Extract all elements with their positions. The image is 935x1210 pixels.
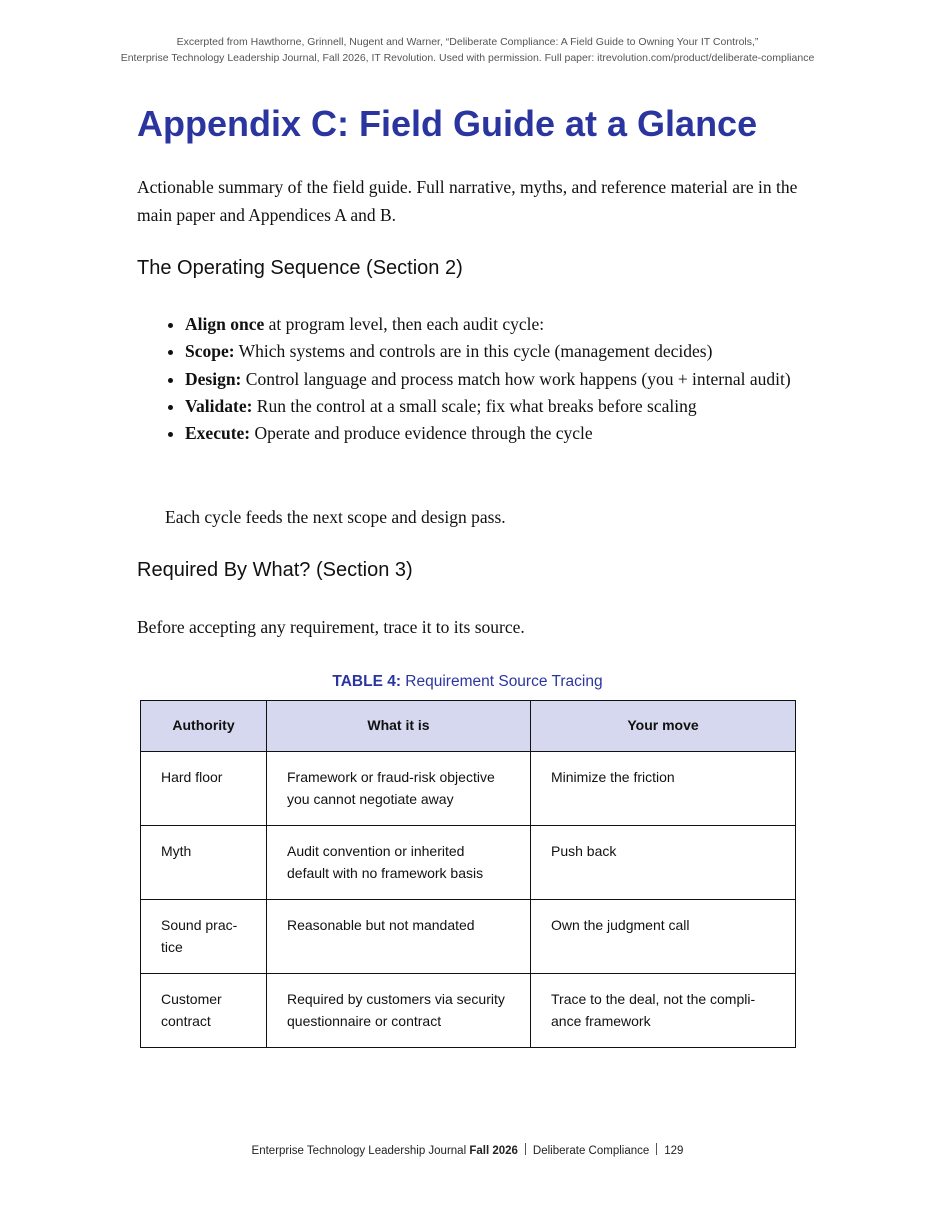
column-header-authority: Authority bbox=[141, 701, 267, 752]
authority-cell: Sound practice bbox=[141, 900, 267, 974]
table-caption bbox=[140, 671, 795, 693]
list-item bbox=[185, 311, 805, 338]
step-text: at program level, then each audit cycle: bbox=[264, 314, 545, 334]
step-text: Operate and produce evidence through the cycle bbox=[250, 423, 593, 444]
footer-paper: Deliberate Compliance bbox=[532, 1145, 650, 1157]
cycle-note: Each cycle feeds the next scope and design pass. bbox=[165, 507, 506, 527]
your-move-cell: Push back bbox=[531, 826, 796, 900]
page-number: 129 bbox=[664, 1145, 684, 1157]
footer-journal: Enterprise Technology Leadership Journal bbox=[251, 1145, 470, 1157]
page-footer bbox=[0, 1142, 935, 1160]
requirement-source-table bbox=[140, 700, 796, 1048]
your-move-cell: Own the judgment call bbox=[531, 900, 796, 974]
step-term: Align once bbox=[185, 314, 265, 334]
authority-cell: Hard floor bbox=[141, 752, 267, 826]
operating-sequence-heading: The Operating Sequence (Section 2) bbox=[137, 257, 463, 279]
required-by-what-intro: Before accepting any requirement, trace it to its source. bbox=[137, 617, 525, 637]
footer-issue: Fall 2026 bbox=[469, 1145, 518, 1157]
what-it-is-cell: Audit convention or inherited default with no framework basis bbox=[267, 826, 531, 900]
what-it-is-cell: Required by customers via security questionnaire or contract bbox=[267, 974, 531, 1048]
excerpt-notice bbox=[0, 34, 935, 66]
your-move-cell: Trace to the deal, not the compliance framework bbox=[531, 974, 796, 1048]
excerpt-line-2: Enterprise Technology Leadership Journal, Fall 2026, IT Revolution. Used with permission. Full paper: itrevolution.com/product/deliberate-compliance bbox=[120, 52, 815, 64]
table-row bbox=[141, 974, 796, 1048]
footer-divider bbox=[525, 1143, 526, 1155]
table-row bbox=[141, 752, 796, 826]
your-move-cell: Minimize the friction bbox=[531, 752, 796, 826]
column-header-what-it-is: What it is bbox=[267, 701, 531, 752]
list-item bbox=[185, 366, 805, 393]
table-header-row bbox=[141, 701, 796, 752]
step-term: Execute: bbox=[185, 423, 251, 444]
authority-cell: Myth bbox=[141, 826, 267, 900]
list-item bbox=[185, 338, 805, 365]
required-by-what-heading: Required By What? (Section 3) bbox=[137, 559, 413, 581]
intro-paragraph: Actionable summary of the field guide. Full narrative, myths, and reference material are in the main paper and Appendices A and B. bbox=[137, 177, 798, 225]
table-caption-text: Requirement Source Tracing bbox=[401, 673, 603, 690]
step-term: Design: bbox=[185, 368, 242, 389]
step-text: Which systems and controls are in this cycle (management decides) bbox=[234, 341, 713, 362]
list-item bbox=[185, 393, 805, 420]
what-it-is-cell: Reasonable but not mandated bbox=[267, 900, 531, 974]
table-row bbox=[141, 826, 796, 900]
table-caption-label: TABLE 4: bbox=[332, 673, 401, 690]
step-text: Run the control at a small scale; fix what breaks before scaling bbox=[252, 395, 697, 416]
operating-sequence-list bbox=[163, 311, 805, 447]
list-item bbox=[185, 420, 805, 447]
step-term: Scope: bbox=[185, 341, 235, 362]
what-it-is-cell: Framework or fraud-risk objective you cannot negotiate away bbox=[267, 752, 531, 826]
page-title: Appendix C: Field Guide at a Glance bbox=[137, 103, 758, 144]
step-term: Validate: bbox=[185, 395, 253, 416]
column-header-your-move: Your move bbox=[531, 701, 796, 752]
excerpt-line-1: Excerpted from Hawthorne, Grinnell, Nugent and Warner, “Deliberate Compliance: A Field Guide to Owning Your IT Controls,” bbox=[176, 36, 759, 48]
step-text: Control language and process match how work happens (you + internal audit) bbox=[241, 368, 791, 389]
footer-divider bbox=[656, 1143, 657, 1155]
table-row bbox=[141, 900, 796, 974]
authority-cell: Customer contract bbox=[141, 974, 267, 1048]
